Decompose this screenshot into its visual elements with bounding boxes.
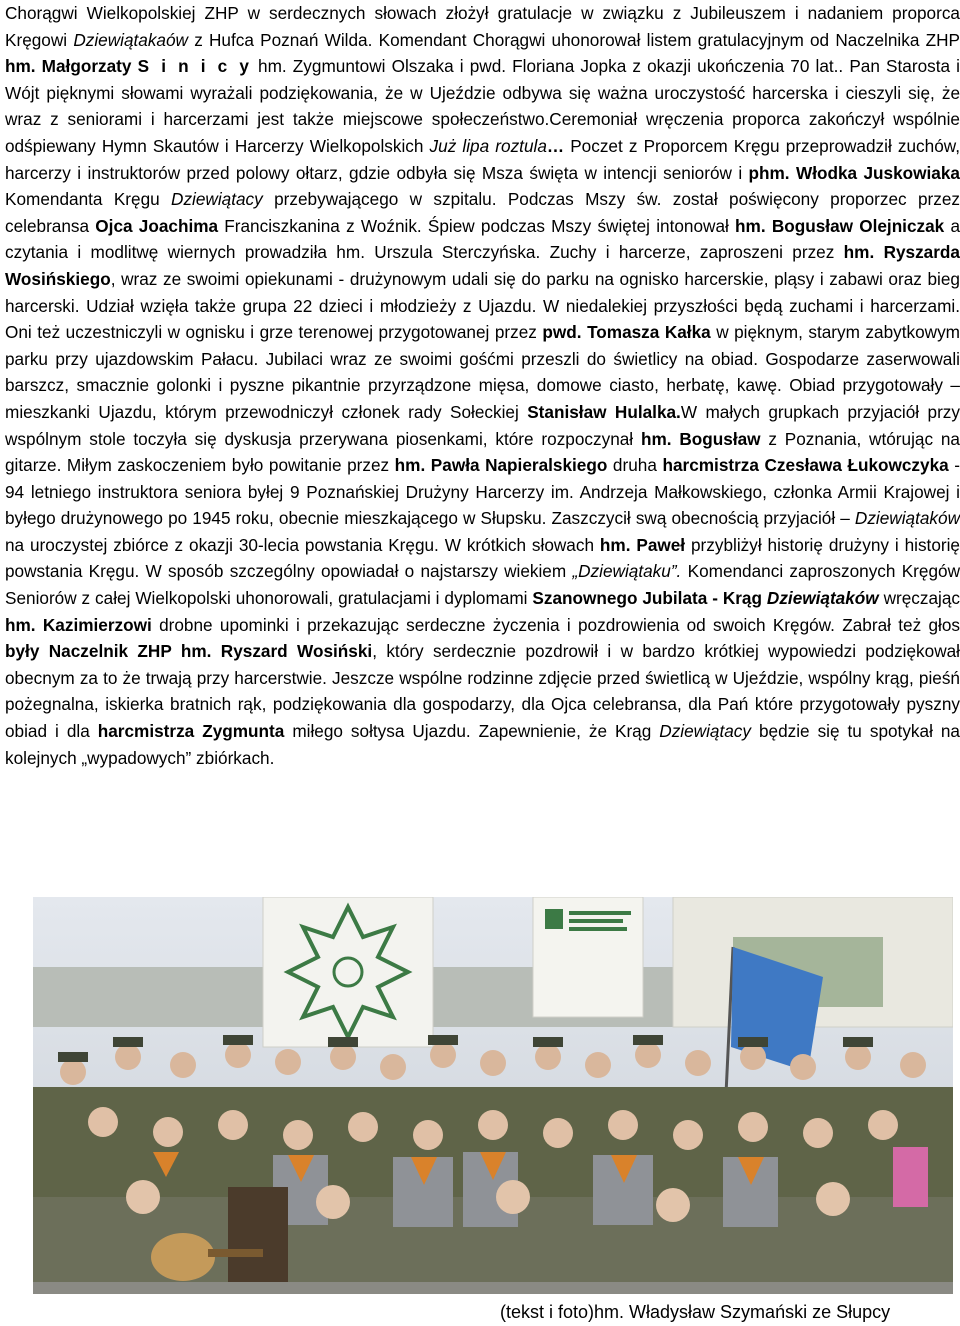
text-run-bold: harcmistrza Czesława Łukowczyka	[662, 455, 949, 476]
text-run: - 94 letniego instruktora seniora byłej 9 Poznańskiej Drużyny Harcerzy im. Andrzeja Małkowskiego, członka Armii Krajowej i byłego drużynowego po 1945 roku, obecnie mieszkającego w Słupsku. Zaszczycił swą obecnością przyjaciół –	[5, 455, 960, 529]
text-run-bold: hm.	[5, 614, 36, 635]
text-run-bold: Ryszard Wosiński	[220, 641, 373, 662]
text-run: z Hufca Poznań Wilda. Komendant Chorągwi uhonorował listem gratulacyjnym od Naczelnika ZHP	[187, 29, 960, 50]
text-run-bold: phm.	[748, 162, 790, 183]
text-run: hm. Zygmuntowi Olszaka i pwd. Floriana Jopka z okazji ukończenia 70 lat.. Pan Starosta i Wójt pięknymi słowami wyrażali podziękowania, że w Ujeździe odbywa się ważna uroczystość harcerska i cieszyli się, że wraz z seniorami i harcerzami jest także miejscowe społeczeństwo.Ceremoniał wręczenia proporca zakończył wspólnie odśpiewany Hymn Skautów i Harcerzy Wielkopolskich	[5, 56, 960, 156]
text-run: miłego sołtysa Ujazdu. Zapewnienie, że Krąg	[284, 721, 660, 742]
text-run: przybliżył historię drużyny i historię powstania Kręgu. W sposób szczególny opowiadał o najstarszy wiekiem	[5, 534, 960, 582]
text-run: będzie się tu spotykał na kolejnych „wypadowych” zbiórkach.	[5, 721, 960, 768]
text-run-italic: Dziewiątakaów	[73, 29, 188, 50]
text-run: , który serdecznie pozdrowił i w bardzo krótkiej wypowiedzi podziękował obecnym za to że trwają przy harcerstwie. Jeszcze wspólne rodzinne zdjęcie przed świetlicą w Ujeździe, wspólny krąg, pieśń pożegnalna, iskierka bratnich rąk, podziękowania dla gospodarzy, dla Ojca celebransa, dla Pań które przygotowały pyszny obiad i dla	[5, 641, 960, 742]
ground	[33, 1282, 953, 1294]
text-run-bold: hm.	[394, 455, 426, 476]
text-run: druha	[607, 455, 663, 476]
text-run-bold: harcmistrza Zygmunta	[97, 721, 285, 742]
text-run-italic: Już lipa roztula	[429, 135, 547, 156]
photo-caption: (tekst i foto)hm. Władysław Szymański ze Słupcy	[500, 1302, 891, 1322]
text-run-bold: Kazimierzowi	[42, 614, 152, 635]
text-run-bold-spaced: S i n i c y	[137, 56, 252, 77]
text-run: na uroczystej zbiórce z okazji 30-lecia powstania Kręgu. W krótkich słowach	[5, 534, 600, 555]
text-run: W małych grupkach przyjaciół przy wspólnym stole toczyła się dyskusja przerywana piosenkami, które rozpoczynał	[5, 401, 960, 449]
text-run: drobne upominki i przekazując serdeczne życzenia i pozdrowienia od swoich Kręgów. Zabrał też głos	[151, 614, 960, 635]
text-run-bold: hm. Małgorzaty	[5, 56, 132, 77]
text-run-bold-italic: Dziewiątaków	[766, 588, 879, 609]
article-paragraph	[5, 0, 960, 771]
text-run-bold: Włodka Juskowiaka	[795, 162, 960, 183]
text-run: a czytania i modlitwę wiernych prowadziła hm. Urszula Sterczyńska. Zuchy i harcerze, zaproszeni przez	[5, 215, 960, 263]
text-run: Poczet z Proporcem Kręgu przeprowadził zuchów, harcerzy i instruktorów przed polowy ołtarz, gdzie odbyła się Msza święta w intencji seniorów i	[5, 135, 960, 183]
text-run-italic: Dziewiątaków	[854, 508, 960, 529]
text-run	[874, 242, 883, 262]
text-run: Chorągwi Wielkopolskiej ZHP w serdecznych słowach złożył gratulacje w związku z Jubileuszem i nadaniem proporca Kręgowi	[5, 3, 960, 50]
text-run-bold: Bogusław Olejniczak	[771, 215, 945, 236]
text-run-bold: hm.	[843, 242, 875, 263]
group-photo-illustration	[33, 897, 953, 1294]
text-run-bold: Tomasza Kałka	[587, 322, 711, 343]
text-run-bold: Bogusław	[679, 428, 761, 449]
text-run-bold: hm.	[735, 215, 766, 236]
text-run: w pięknym, starym zabytkowym parku przy ujazdowskim Pałacu. Jubilaci wraz ze swoimi gośćmi przeszli do świetlicy na obiad. Gospodarze zaserwowali barszcz, smacznie golonki i pyszne pikantnie przyrządzone mięsa, domowe ciasto, herbatę, kawę. Obiad przygotowały – mieszkanki Ujazdu, którym przewodniczył członek rady Sołeckiej	[5, 322, 960, 422]
text-run-bold: Ojca Joachima	[95, 215, 219, 236]
text-run: wręczając	[878, 588, 960, 609]
text-run-bold: Ryszarda Wosińskiego	[5, 242, 960, 289]
text-run: z Poznania, wtórując na gitarze. Miłym zaskoczeniem było powitanie przez	[5, 428, 960, 476]
text-run-italic: Dziewiątacy	[171, 189, 263, 210]
text-run-bold: hm.	[640, 428, 672, 449]
text-run	[36, 615, 43, 635]
article-text	[5, 0, 960, 771]
text-run-bold: Pawła Napieralskiego	[430, 455, 608, 476]
text-run-bold: …	[546, 135, 565, 156]
guitar-icon	[151, 1233, 215, 1281]
text-run: Komendanci zaproszonych Kręgów Seniorów z całej Wielkopolski uhonorowali, gratulacjami i dyplomami	[5, 561, 960, 609]
child-pink-top	[893, 1147, 928, 1207]
text-run-bold: były Naczelnik ZHP hm.	[5, 641, 212, 662]
text-run	[211, 641, 220, 661]
text-run: Franciszkanina z Woźnik. Śpiew podczas Mszy świętej intonował	[218, 215, 736, 236]
text-run-bold: Stanisław Hulalka.	[527, 401, 681, 422]
text-run-bold: Szanownego Jubilata - Krąg	[532, 588, 767, 609]
text-run-italic: Dziewiątacy	[659, 721, 751, 742]
text-run-bold: Paweł	[636, 534, 686, 555]
group-photo	[33, 897, 953, 1294]
text-run-italic: „Dziewiątaku”.	[572, 561, 682, 582]
text-run: przebywającego w szpitalu. Podczas Mszy św. został poświęcony proporzec przez celebransa	[5, 189, 960, 236]
friar-robe	[228, 1187, 288, 1294]
text-run-bold: pwd.	[542, 322, 582, 343]
text-run: Komendanta Kręgu	[5, 189, 172, 210]
logo-icon	[545, 909, 563, 929]
banner-left	[263, 897, 433, 1047]
text-run: , wraz ze swoimi opiekunami - drużynowym udali się do parku na ognisko harcerskie, pląsy i zabawi oraz bieg harcerski. Udział wzięła także grupa 22 dzieci i młodzieży z Ujazdu. W niedalekiej przyszłości będą zuchami i harcerzami. Oni też uczestniczyli w ognisku i grze terenowej przygotowanej przez	[5, 268, 960, 343]
text-run-bold: hm.	[599, 534, 631, 555]
